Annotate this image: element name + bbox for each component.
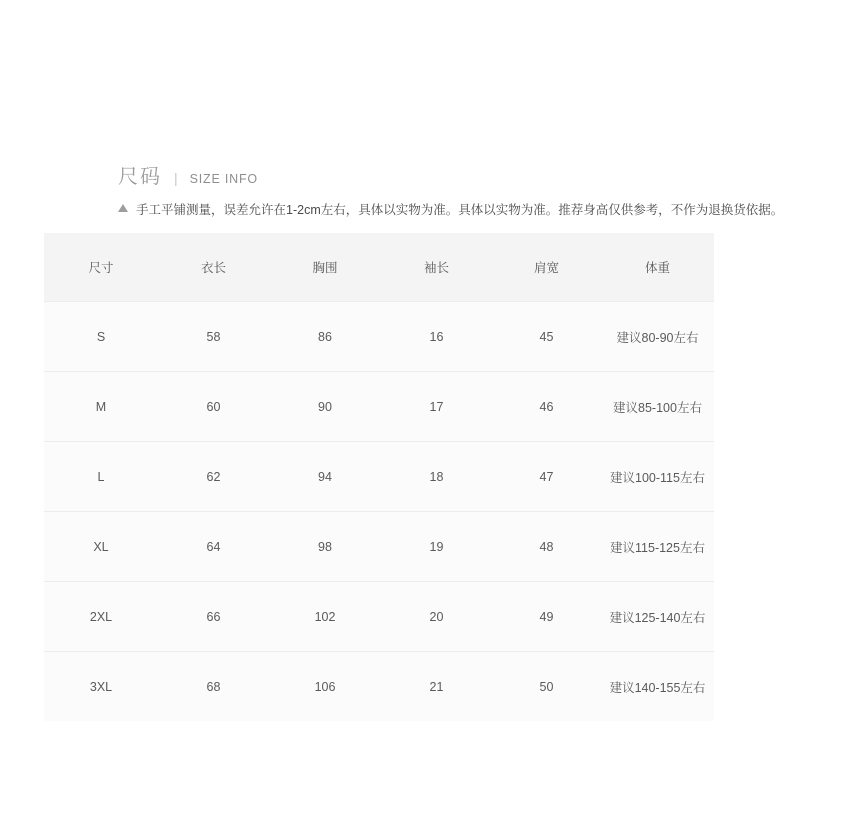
table-row [44, 442, 714, 512]
cell-length: 68 [158, 652, 269, 722]
cell-length: 60 [158, 372, 269, 442]
cell-bust: 94 [269, 442, 381, 512]
column-header-size: 尺寸 [44, 233, 158, 302]
cell-shoulder: 47 [492, 442, 601, 512]
cell-bust: 102 [269, 582, 381, 652]
cell-length: 64 [158, 512, 269, 582]
cell-bust: 86 [269, 302, 381, 372]
cell-sleeve: 21 [381, 652, 492, 722]
cell-shoulder: 49 [492, 582, 601, 652]
column-header-bust: 胸围 [269, 233, 381, 302]
cell-weight: 建议115-125左右 [601, 512, 714, 582]
cell-size: L [44, 442, 158, 512]
cell-weight: 建议85-100左右 [601, 372, 714, 442]
page-title-cn: 尺码 [118, 166, 162, 188]
cell-length: 62 [158, 442, 269, 512]
warning-triangle-icon [118, 205, 128, 213]
column-header-sleeve: 袖长 [381, 233, 492, 302]
cell-sleeve: 18 [381, 442, 492, 512]
cell-size: 2XL [44, 582, 158, 652]
cell-size: M [44, 372, 158, 442]
cell-weight: 建议125-140左右 [601, 582, 714, 652]
cell-sleeve: 19 [381, 512, 492, 582]
size-table-head [44, 233, 714, 302]
measurement-note-text: 手工平铺测量，误差允许在1-2cm左右，具体以实物为准。具体以实物为准。推荐身高仅供参考，不作为退换货依据。 [136, 203, 784, 217]
column-header-length: 衣长 [158, 233, 269, 302]
cell-bust: 106 [269, 652, 381, 722]
cell-sleeve: 17 [381, 372, 492, 442]
cell-bust: 90 [269, 372, 381, 442]
cell-length: 66 [158, 582, 269, 652]
page-title [118, 160, 258, 189]
cell-size: 3XL [44, 652, 158, 722]
size-table-container [44, 233, 714, 721]
cell-shoulder: 50 [492, 652, 601, 722]
cell-weight: 建议100-115左右 [601, 442, 714, 512]
table-row [44, 372, 714, 442]
table-header-row [44, 233, 714, 302]
cell-weight: 建议80-90左右 [601, 302, 714, 372]
title-divider: | [174, 170, 178, 186]
table-row [44, 582, 714, 652]
cell-shoulder: 46 [492, 372, 601, 442]
cell-weight: 建议140-155左右 [601, 652, 714, 722]
table-row [44, 512, 714, 582]
cell-sleeve: 20 [381, 582, 492, 652]
cell-bust: 98 [269, 512, 381, 582]
page-title-en: SIZE INFO [189, 172, 258, 186]
cell-shoulder: 48 [492, 512, 601, 582]
table-row [44, 302, 714, 372]
cell-shoulder: 45 [492, 302, 601, 372]
cell-sleeve: 16 [381, 302, 492, 372]
cell-size: XL [44, 512, 158, 582]
size-table-body [44, 302, 714, 722]
column-header-shoulder: 肩宽 [492, 233, 601, 302]
cell-size: S [44, 302, 158, 372]
measurement-note [118, 200, 783, 218]
table-row [44, 652, 714, 722]
size-table [44, 233, 714, 721]
cell-length: 58 [158, 302, 269, 372]
column-header-weight: 体重 [601, 233, 714, 302]
